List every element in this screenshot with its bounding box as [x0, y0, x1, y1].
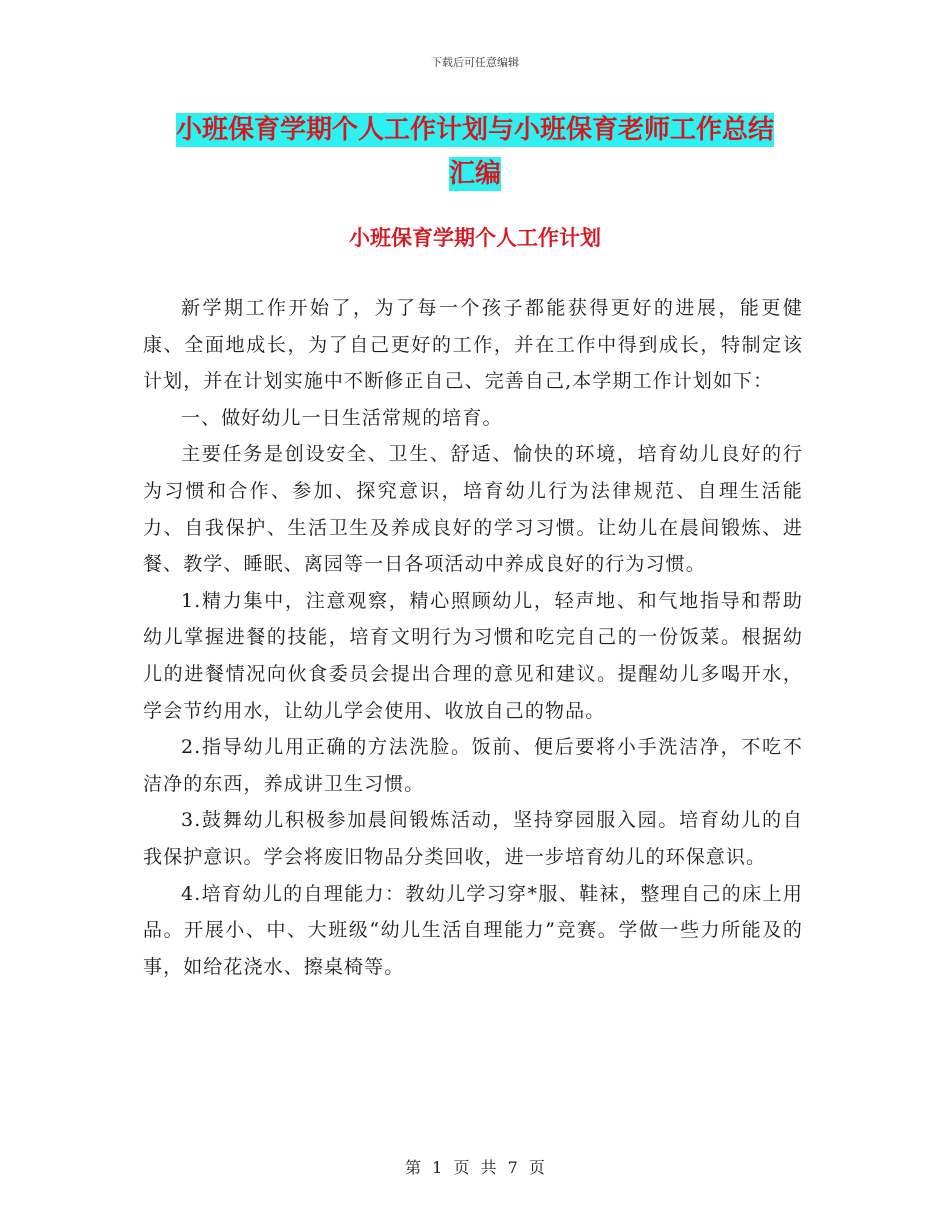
- paragraph: 1.精力集中，注意观察，精心照顾幼儿，轻声地、和气地指导和帮助幼儿掌握进餐的技能，培育文明行为习惯和吃完自己的一份饭菜。根据幼儿的进餐情况向伙食委员会提出合理的意见和建议。提醒幼儿多喝开水，学会节约用水，让幼儿学会使用、收放自己的物品。: [143, 589, 803, 722]
- paragraph: 3.鼓舞幼儿积极参加晨间锻炼活动，坚持穿园服入园。培育幼儿的自我保护意识。学会将废旧物品分类回收，进一步培育幼儿的环保意识。: [143, 809, 803, 868]
- paragraph: 新学期工作开始了，为了每一个孩子都能获得更好的进展，能更健康、全面地成长，为了自己更好的工作，并在工作中得到成长，特制定该计划，并在计划实施中不断修正自己、完善自己,本学期工作计划如下：: [143, 297, 803, 393]
- paragraph: 4.培育幼儿的自理能力：教幼儿学习穿*服、鞋袜，整理自己的床上用品。开展小、中、大班级“幼儿生活自理能力”竞赛。学做一些力所能及的事，如给花浇水、擦桌椅等。: [143, 882, 803, 978]
- section-title: 小班保育学期个人工作计划: [349, 226, 601, 250]
- paragraph: 主要任务是创设安全、卫生、舒适、愉快的环境，培育幼儿良好的行为习惯和合作、参加、探究意识，培育幼儿行为法律规范、自理生活能力、自我保护、生活卫生及养成良好的学习习惯。让幼儿在晨间锻炼、进餐、教学、睡眠、离园等一日各项活动中养成良好的行为习惯。: [143, 443, 803, 576]
- document-title: [150, 108, 800, 196]
- paragraph: 2.指导幼儿用正确的方法洗脸。饭前、便后要将小手洗洁净，不吃不洁净的东西，养成讲卫生习惯。: [143, 736, 803, 795]
- page-number: 第 1 页 共 7 页: [405, 1158, 545, 1177]
- header-note: 下载后可任意编辑: [431, 56, 519, 69]
- document-title-line2: 汇编: [448, 159, 501, 189]
- document-body: [143, 290, 803, 985]
- paragraph: 一、做好幼儿一日生活常规的培育。: [181, 406, 503, 429]
- document-title-line1: 小班保育学期个人工作计划与小班保育老师工作总结: [175, 115, 774, 145]
